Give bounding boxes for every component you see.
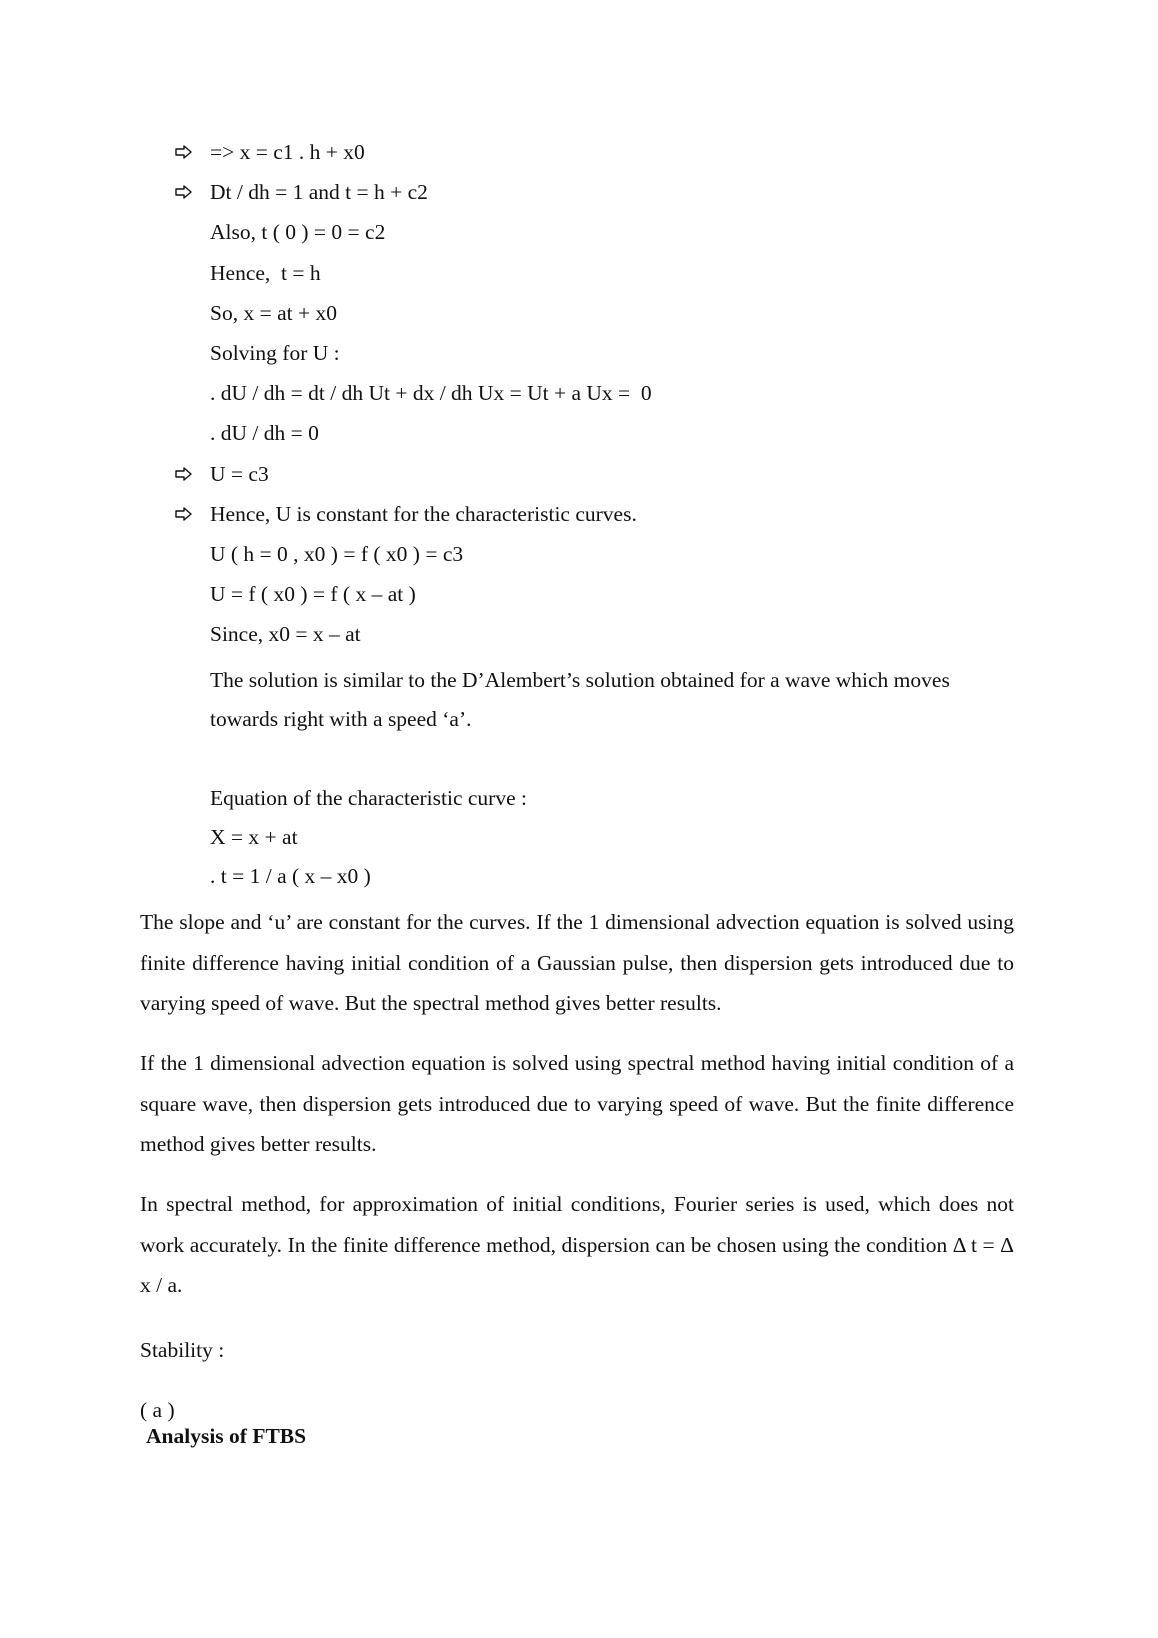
subsection-label: ( a ) — [140, 1398, 175, 1422]
derivation-step: Also, t ( 0 ) = 0 = c2 — [210, 220, 386, 244]
derivation-step: Dt / dh = 1 and t = h + c2 — [210, 180, 428, 204]
derivation-step: Hence, t = h — [210, 261, 321, 285]
derivation-step: U = f ( x0 ) = f ( x – at ) — [210, 582, 416, 606]
derivation-step: => x = c1 . h + x0 — [210, 140, 365, 164]
dalembert-line-1: The solution is similar to the D’Alembert’s solution obtained for a wave which moves — [210, 668, 950, 692]
derivation-step: . dU / dh = dt / dh Ut + dx / dh Ux = Ut + a Ux = 0 — [210, 381, 652, 405]
paragraph-gaussian: The slope and ‘u’ are constant for the curves. If the 1 dimensional advection equation is solved using finite difference having initial condition of a Gaussian pulse, then dispersion gets introduced due to varying speed of wave. But the spectral method gives better results. — [140, 910, 1014, 1015]
derivation-step: Hence, U is constant for the characteristic curves. — [210, 502, 637, 526]
paragraph-square-wave: If the 1 dimensional advection equation is solved using spectral method having initial condition of a square wave, then dispersion gets introduced due to varying speed of wave. But the finite difference method gives better results. — [140, 1051, 1014, 1156]
stability-heading: Stability : — [140, 1338, 225, 1362]
derivation-step: Solving for U : — [210, 341, 340, 365]
arrow-bullet-icon — [175, 138, 197, 166]
derivation-step: Since, x0 = x – at — [210, 622, 361, 646]
arrow-bullet-icon — [175, 460, 197, 488]
arrow-bullet-icon — [175, 500, 197, 528]
derivation-step: . dU / dh = 0 — [210, 421, 319, 445]
paragraph-spectral: In spectral method, for approximation of initial conditions, Fourier series is used, which does not work accurately. In the finite difference method, dispersion can be chosen using the condition Δ t = Δ x / a. — [140, 1192, 1014, 1297]
subsection-title: Analysis of FTBS — [146, 1424, 307, 1448]
derivation-step: U ( h = 0 , x0 ) = f ( x0 ) = c3 — [210, 542, 464, 566]
arrow-bullet-icon — [175, 178, 197, 206]
curve-equation-2: . t = 1 / a ( x – x0 ) — [210, 864, 371, 888]
derivation-step: So, x = at + x0 — [210, 301, 337, 325]
curve-heading: Equation of the characteristic curve : — [210, 786, 527, 810]
derivation-step: U = c3 — [210, 462, 269, 486]
curve-equation-1: X = x + at — [210, 825, 298, 849]
dalembert-line-2: towards right with a speed ‘a’. — [210, 707, 472, 731]
